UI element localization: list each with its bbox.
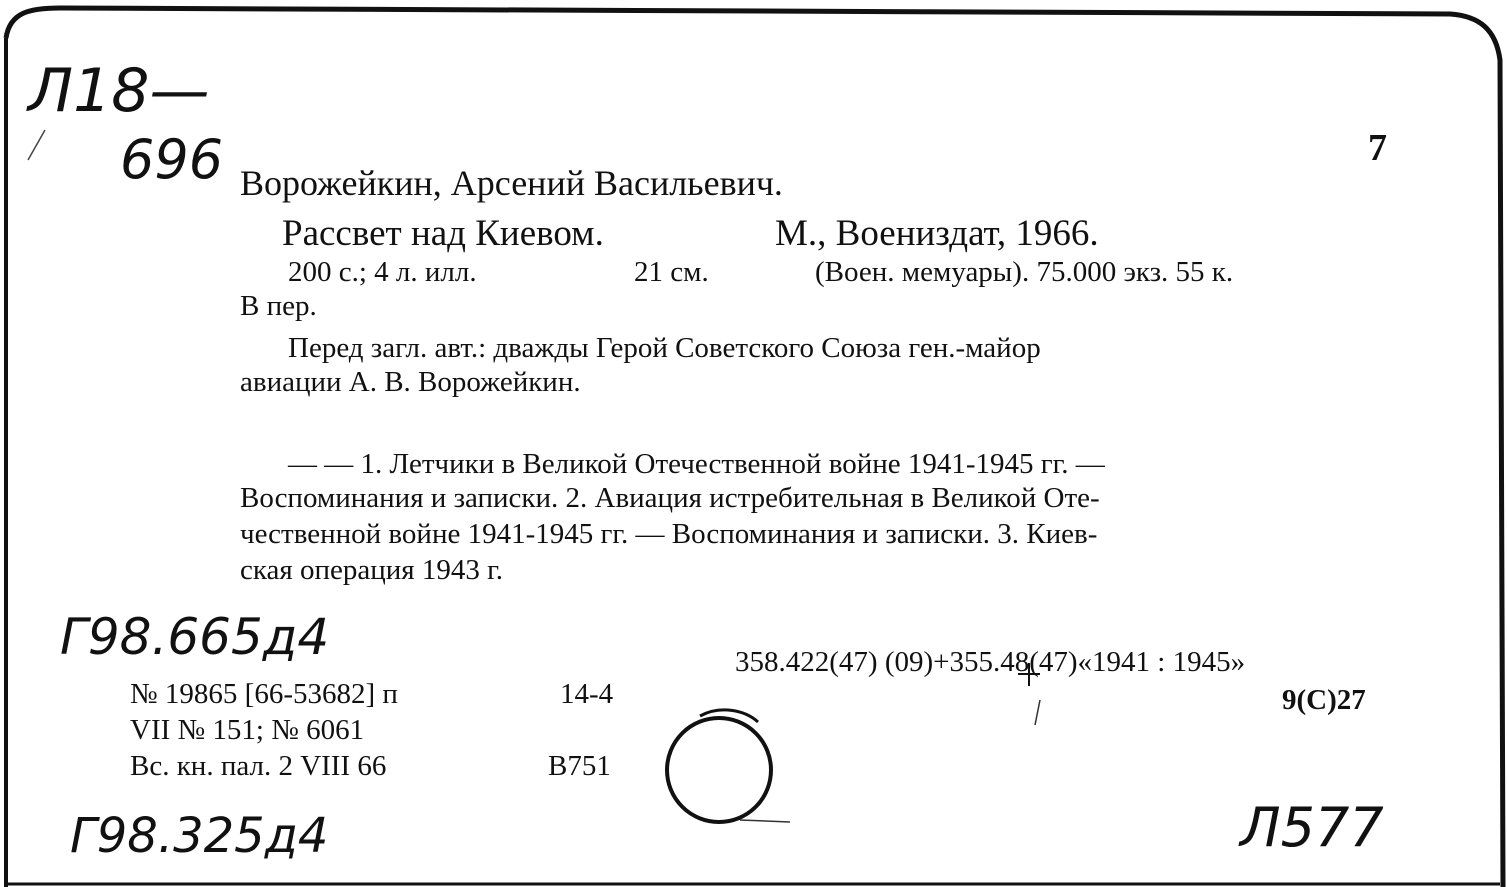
binding-note: В пер. xyxy=(240,290,317,322)
handwritten-code-2: Г98.325д4 xyxy=(70,808,329,864)
author-note-line-1: Перед загл. авт.: дважды Герой Советского Союза ген.-майор xyxy=(288,332,1041,364)
title-line: Рассвет над Киевом. xyxy=(282,213,604,254)
subjects-line-2: Воспоминания и записки. 2. Авиация истребительная в Великой Оте- xyxy=(240,482,1100,514)
handwritten-code-1: Г98.665д4 xyxy=(60,608,330,666)
subjects-line-1: — — 1. Летчики в Великой Отечественной войне 1941-1945 гг. — xyxy=(288,448,1105,480)
author-heading: Ворожейкин, Арсений Васильевич. xyxy=(240,163,783,203)
card-number: 7 xyxy=(1368,127,1387,169)
subjects-line-3: чественной войне 1941-1945 гг. — Воспоминания и записки. 3. Киев- xyxy=(240,518,1098,550)
author-note-line-2: авиации А. В. Ворожейкин. xyxy=(240,366,581,398)
imprint: М., Воениздат, 1966. xyxy=(775,213,1099,254)
registration-line-1: № 19865 [66-53682] п xyxy=(130,678,398,710)
registration-code-1: 14-4 xyxy=(560,678,614,710)
shelf-mark-second: 696 xyxy=(120,128,224,191)
series-note: (Воен. мемуары). 75.000 экз. 55 к. xyxy=(815,256,1234,288)
subjects-line-4: ская операция 1943 г. xyxy=(240,554,503,586)
registration-code-3: В751 xyxy=(548,750,611,782)
handwritten-code-3: Л577 xyxy=(1240,796,1384,859)
physical-pages: 200 с.; 4 л. илл. xyxy=(288,256,477,288)
bbk-index: 9(С)27 xyxy=(1282,684,1366,716)
punch-hole xyxy=(667,718,771,822)
registration-line-3: Вс. кн. пал. 2 VIII 66 xyxy=(130,750,387,782)
shelf-mark-top: Л18— xyxy=(28,56,210,126)
udc-index: 358.422(47) (09)+355.48(47)«1941 : 1945» xyxy=(735,646,1246,678)
registration-line-2: VII № 151; № 6061 xyxy=(130,714,365,746)
physical-size: 21 см. xyxy=(634,256,709,288)
